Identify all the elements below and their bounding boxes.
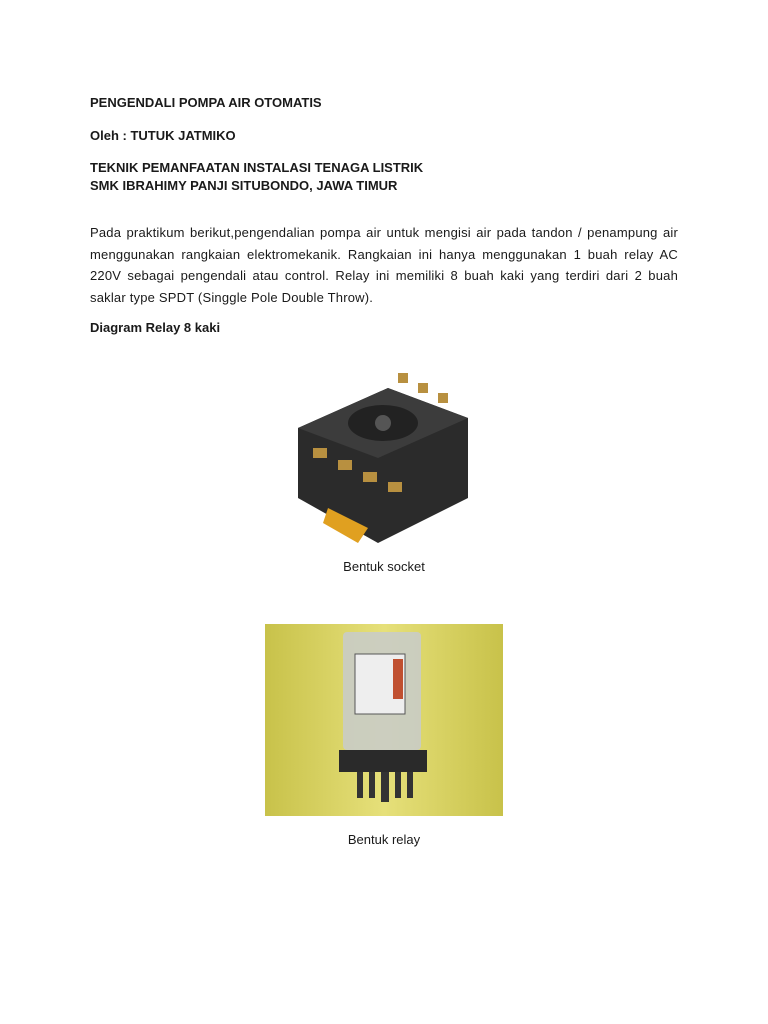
section-heading: Diagram Relay 8 kaki: [90, 320, 221, 335]
intro-paragraph: Pada praktikum berikut,pengendalian pompa air untuk mengisi air pada tandon / penampung air menggunakan rangkaian elektromekanik. Rangkaian ini hanya menggunakan 1 buah relay AC 220V sebagai pengendali atau control. Relay ini memiliki 8 buah kaki yang terdiri dari 2 buah saklar type SPDT (Singgle Pole Double Throw).: [90, 225, 678, 305]
figure-caption-socket: Bentuk socket: [343, 559, 425, 574]
relay-image: [265, 624, 503, 816]
author-line: Oleh : TUTUK JATMIKO: [90, 128, 236, 143]
document-title: PENGENDALI POMPA AIR OTOMATIS: [90, 95, 322, 110]
school-line: SMK IBRAHIMY PANJI SITUBONDO, JAWA TIMUR: [90, 178, 398, 193]
figure-caption-relay: Bentuk relay: [347, 832, 421, 847]
department-line: TEKNIK PEMANFAATAN INSTALASI TENAGA LISTRIK: [90, 160, 424, 175]
relay-socket-image: [288, 358, 478, 548]
